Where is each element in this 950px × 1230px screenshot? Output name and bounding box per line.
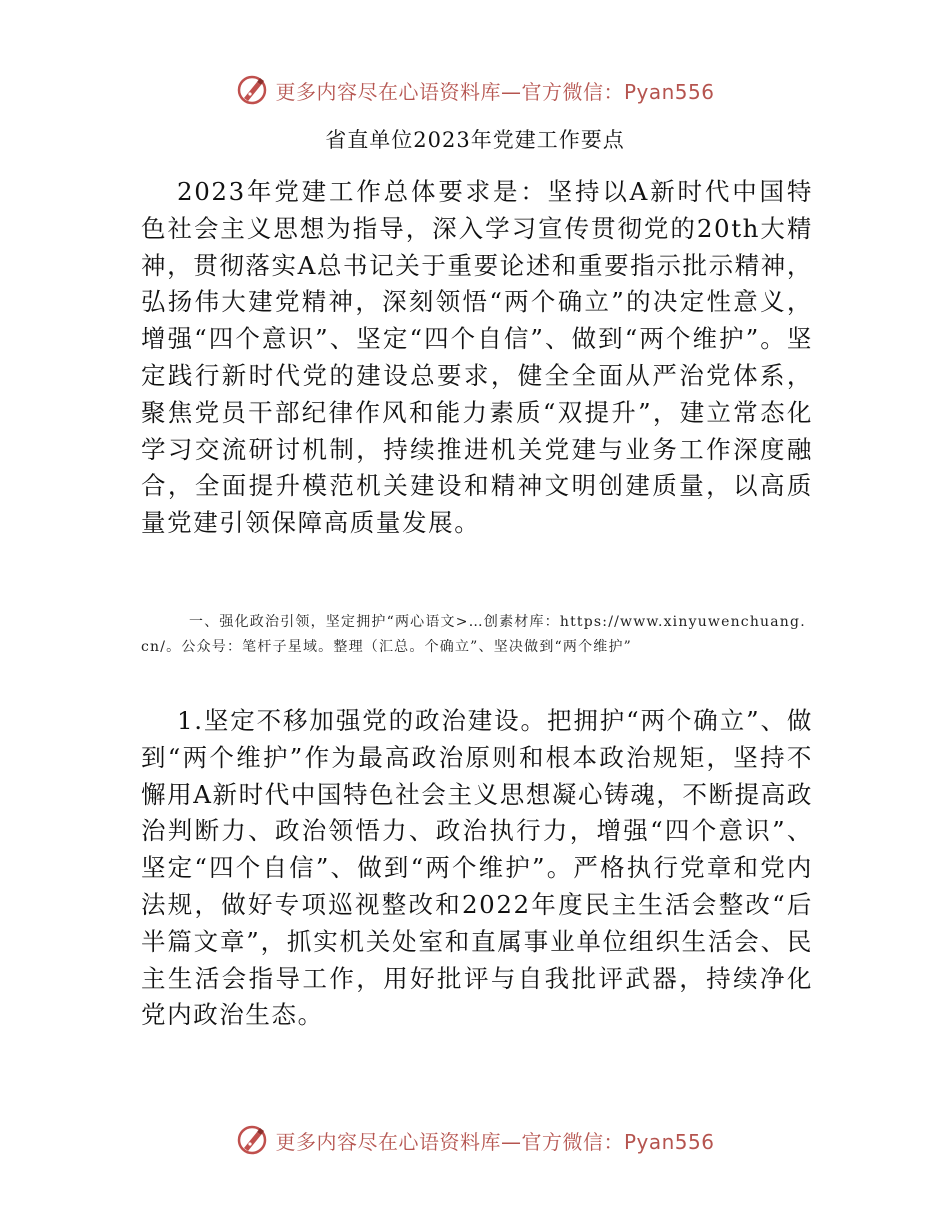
pen-nib-logo-icon — [235, 73, 269, 107]
footer-banner — [0, 1120, 950, 1160]
item-1-paragraph: 1.坚定不移加强党的政治建设。把拥护“两个确立”、做到“两个维护”作为最高政治原则和根本政治规矩，坚持不懈用A新时代中国特色社会主义思想凝心铸魂，不断提高政治判断力、政治领悟力、政治执行力，增强“四个意识”、坚定“四个自信”、做到“两个维护”。严格执行党章和党内法规，做好专项巡视整改和2022年度民主生活会整改“后半篇文章”，抓实机关处室和直属事业单位组织生活会、民主生活会指导工作，用好批评与自我批评武器，持续净化党内政治生态。 — [141, 706, 813, 1030]
pen-nib-logo-icon — [235, 1123, 269, 1157]
intro-paragraph: 2023年党建工作总体要求是：坚持以A新时代中国特色社会主义思想为指导，深入学习宣传贯彻党的20th大精神，贯彻落实A总书记关于重要论述和重要指示批示精神，弘扬伟大建党精神，深刻领悟“两个确立”的决定性意义，增强“四个意识”、坚定“四个自信”、做到“两个维护”。坚定践行新时代党的建设总要求，健全全面从严治党体系，聚焦党员干部纪律作风和能力素质“双提升”，建立常态化学习交流研讨机制，持续推进机关党建与业务工作深度融合，全面提升模范机关建设和精神文明创建质量，以高质量党建引领保障高质量发展。 — [141, 177, 813, 538]
header-banner-text: 更多内容尽在心语资料库—官方微信：Pyan556 — [275, 79, 715, 104]
footer-banner-text: 更多内容尽在心语资料库—官方微信：Pyan556 — [275, 1129, 715, 1154]
document-title: 省直单位2023年党建工作要点 — [325, 128, 625, 152]
header-banner — [0, 70, 950, 110]
section-heading-note: 一、强化政治引领，坚定拥护“两心语文>…创素材库：https://www.xinyuwenchuang.cn/。公众号：笔杆子星域。整理（汇总。个确立”、坚决做到“两个维护” — [141, 614, 806, 655]
